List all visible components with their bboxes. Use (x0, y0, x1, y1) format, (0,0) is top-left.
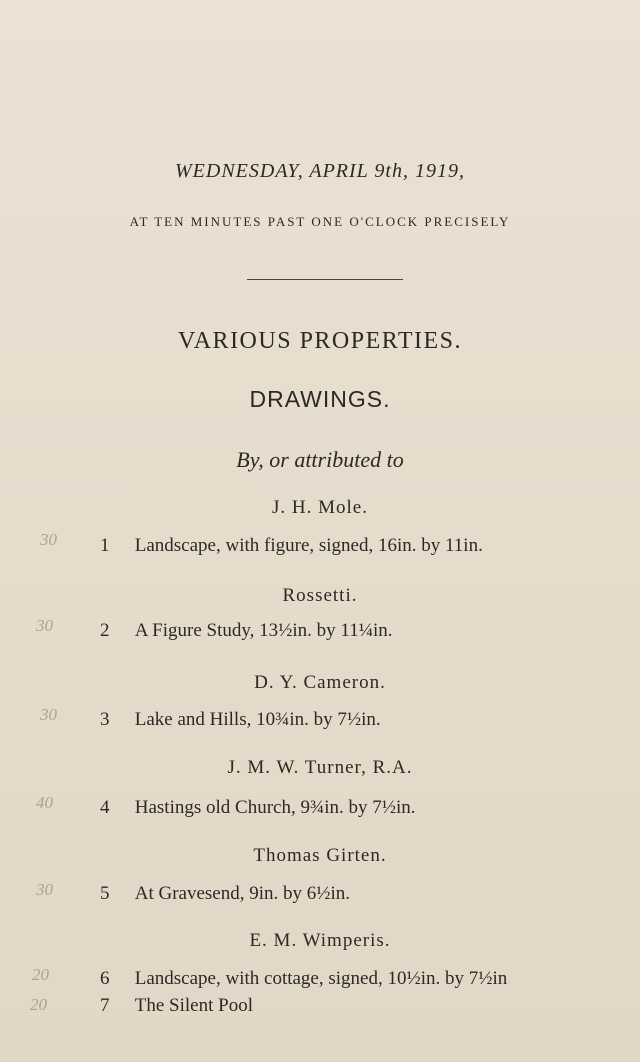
pencil-margin-note: 40 (36, 793, 53, 812)
pencil-margin-note: 30 (36, 880, 53, 899)
lot-item (100, 797, 416, 819)
lot-description: A Figure Study, 13½in. by 11¼in. (134, 620, 393, 641)
lot-description: Hastings old Church, 9¾in. by 7½in. (134, 797, 416, 818)
lot-description: Landscape, with cottage, signed, 10½in. by 7½in (134, 968, 508, 989)
sale-time: AT TEN MINUTES PAST ONE O'CLOCK PRECISELY (129, 214, 511, 229)
lot-item (100, 620, 393, 642)
lot-number: 7 (100, 995, 110, 1016)
attribution-line: By, or attributed to (236, 447, 404, 472)
pencil-margin-note: 20 (32, 965, 49, 984)
lot-item (100, 535, 483, 557)
lot-item (100, 995, 253, 1017)
lot-description: Landscape, with figure, signed, 16in. by 11in. (134, 535, 483, 556)
lot-number: 1 (100, 535, 110, 556)
lot-number: 2 (100, 620, 110, 641)
artist-heading: E. M. Wimperis. (249, 930, 391, 951)
lot-description: At Gravesend, 9in. by 6½in. (134, 883, 351, 904)
pencil-margin-note: 20 (30, 995, 47, 1014)
pencil-margin-note: 30 (40, 705, 57, 724)
lot-item (100, 709, 381, 731)
pencil-margin-note: 30 (36, 616, 53, 635)
section-title: VARIOUS PROPERTIES. (177, 328, 462, 354)
divider-rule (247, 279, 403, 280)
lot-item (100, 883, 350, 905)
lot-item (100, 968, 507, 990)
lot-number: 6 (100, 968, 110, 989)
lot-number: 4 (100, 797, 110, 818)
sale-date: WEDNESDAY, APRIL 9th, 1919, (175, 160, 465, 182)
artist-heading: D. Y. Cameron. (254, 672, 386, 693)
artist-heading: Rossetti. (282, 585, 358, 606)
artist-heading: J. H. Mole. (272, 497, 368, 518)
pencil-margin-note: 30 (40, 530, 57, 549)
lot-number: 3 (100, 709, 110, 730)
artist-heading: J. M. W. Turner, R.A. (227, 757, 413, 778)
lot-description: Lake and Hills, 10¾in. by 7½in. (134, 709, 381, 730)
lot-description: The Silent Pool (134, 995, 253, 1016)
subsection-title: DRAWINGS. (249, 386, 391, 412)
lot-number: 5 (100, 883, 110, 904)
artist-heading: Thomas Girten. (253, 845, 387, 866)
